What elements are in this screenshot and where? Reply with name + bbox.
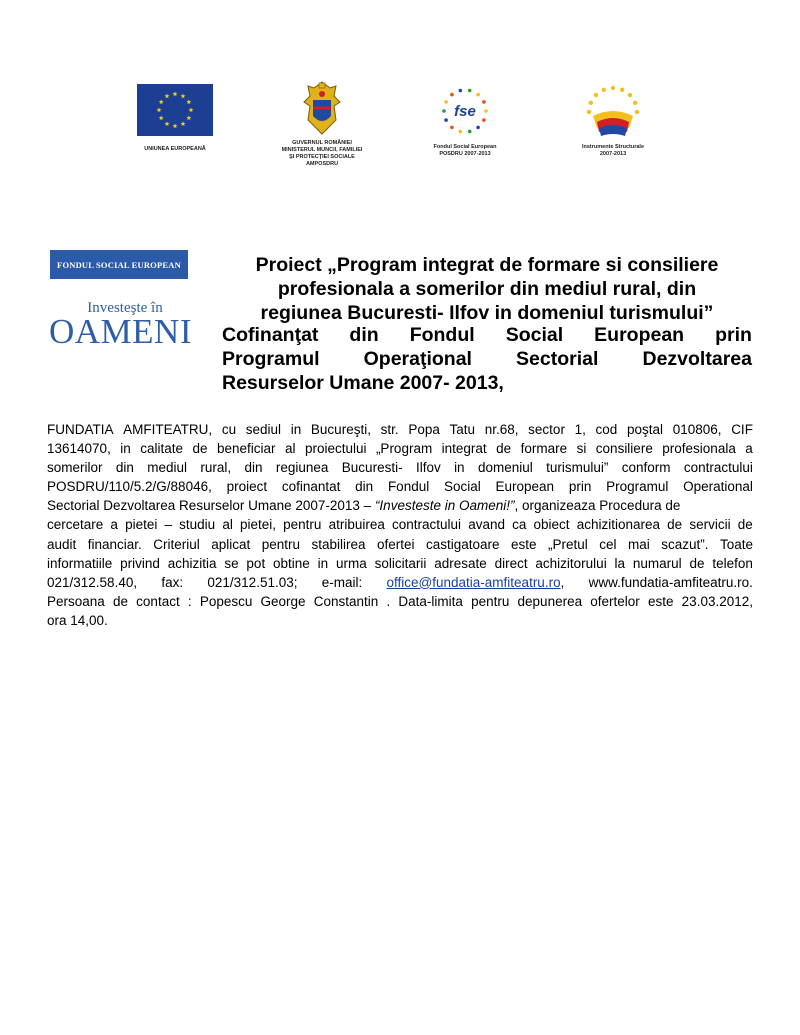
paragraph-line (47, 477, 753, 496)
paragraph-word: servicii (689, 517, 731, 533)
paragraph-word: pietei, (239, 517, 277, 533)
paragraph-word: studiu (179, 517, 216, 533)
paragraph-word: FUNDATIA (47, 422, 114, 437)
paragraph-word: contractului (392, 517, 462, 533)
fse-dot-icon (450, 93, 454, 97)
invest-tagline: Investeşte în (87, 300, 163, 316)
is-star-icon (589, 101, 593, 105)
paragraph-word: obtine (273, 555, 310, 571)
paragraph-word: Popescu (199, 593, 253, 609)
paragraph-line (47, 515, 753, 534)
fse-logo (410, 84, 520, 158)
paragraph-word: cofinantat (281, 479, 341, 495)
project-title (222, 253, 752, 325)
paragraph-word: Persoana (47, 593, 105, 609)
paragraph-word: achizitionarea (576, 517, 661, 533)
fse-mark-text: fse (454, 103, 476, 120)
eu-flag-icon (137, 84, 213, 136)
paragraph-word: stabilirea (311, 536, 366, 552)
paragraph-word: de (496, 441, 512, 457)
structural-instruments-icon (581, 82, 645, 140)
title-word: Fondul (409, 324, 475, 346)
paragraph-word: POSDRU/110/5.2/G/88046, (47, 479, 212, 495)
paragraph-word: de (737, 517, 753, 533)
is-star-icon (602, 88, 606, 92)
paragraph-word: al (284, 441, 296, 457)
paragraph-word: . (386, 593, 391, 609)
eu-caption: UNIUNEA EUROPEANĂ (144, 146, 206, 152)
paragraph-word: financiar. (87, 536, 142, 552)
coat-of-arms-icon (300, 80, 344, 136)
paragraph-word: de (112, 593, 128, 609)
title-word: Programul (222, 348, 320, 370)
paragraph-word: pietei (125, 517, 158, 533)
announcement-paragraph (47, 420, 753, 630)
paragraph-word: pentru (283, 517, 322, 533)
paragraph-word: integrat (441, 441, 487, 457)
paragraph-word: cod (595, 422, 618, 437)
paragraph-word: Data-limita (398, 593, 463, 609)
paragraph-word: din (115, 460, 134, 476)
paragraph-word: proiectului (304, 441, 367, 457)
paragraph-word: pot (246, 555, 266, 571)
paragraph-word: Programul (606, 479, 669, 495)
paragraph-word: 010806, (672, 422, 722, 437)
phone-number: 021/312.58.40, (47, 574, 138, 590)
paragraph-word: urma (336, 555, 367, 571)
paragraph-word: scazut”. (661, 536, 709, 552)
title-word: Operaţional (363, 348, 472, 370)
fse-dot-icon (468, 130, 472, 134)
paragraph-word: se (224, 555, 239, 571)
paragraph-word: adresate (434, 555, 487, 571)
fse-dot-icon (444, 118, 448, 122)
paragraph-word: poştal (627, 422, 664, 437)
paragraph-word: Bucureşti, (310, 422, 371, 437)
government-caption: GUVERNUL ROMÂNIEI MINISTERUL MUNCII, FAMILIEI ŞI PROTECŢIEI SOCIALE AMPOSDRU (281, 140, 363, 167)
is-star-icon (611, 86, 615, 90)
is-star-icon (633, 101, 637, 105)
eu-logo (120, 84, 230, 153)
title-justified-line (222, 347, 752, 371)
paragraph-word: este (511, 536, 537, 552)
title-word: Dezvoltarea (642, 348, 752, 370)
paragraph-line (47, 420, 753, 439)
paragraph-word: CIF (731, 422, 753, 437)
paragraph-word: informatiile (47, 555, 113, 571)
paragraph-word: sediul (245, 422, 282, 437)
title-word: Cofinanţat (222, 324, 319, 346)
is-star-icon (620, 88, 624, 92)
email-link[interactable]: office@fundatia-amfiteatru.ro (386, 574, 561, 590)
paragraph-line (47, 496, 753, 515)
is-star-icon (587, 110, 591, 114)
paragraph-text: ora 14,00. (47, 612, 108, 628)
title-word: Resurselor Umane 2007- 2013, (222, 372, 504, 394)
paragraph-word: „Pretul (548, 536, 588, 552)
paragraph-word: proiect (226, 479, 268, 495)
fse-dot-icon (476, 126, 480, 130)
paragraph-word: de (667, 517, 683, 533)
paragraph-word: mediul (147, 460, 188, 476)
fse-dot-icon (482, 100, 486, 104)
paragraph-word: beneficiar (216, 441, 276, 457)
logo-strip (0, 0, 800, 190)
paragraph-word: Tatu (449, 422, 476, 437)
fse-dot-icon (468, 89, 472, 93)
fax-label: fax: (161, 574, 184, 590)
paragraph-word: „Program (375, 441, 433, 457)
structural-instruments-logo (558, 82, 668, 158)
paragraph-line (47, 592, 753, 611)
paragraph-word: calitate (140, 441, 184, 457)
paragraph-word: din (244, 460, 263, 476)
paragraph-word: aplicat (211, 536, 251, 552)
paragraph-word: cercetare (47, 517, 104, 533)
paragraph-word: cel (599, 536, 617, 552)
paragraph-word: nr.68, (484, 422, 519, 437)
paragraph-word: Criteriul (153, 536, 200, 552)
paragraph-word: obiect (533, 517, 570, 533)
paragraph-word: profesionala (662, 441, 736, 457)
fse-dot-icon (459, 130, 463, 134)
paragraph-word: : (187, 593, 192, 609)
paragraph-word: Popa (408, 422, 440, 437)
paragraph-word: European (495, 479, 555, 495)
title-word: prin (715, 324, 752, 346)
fse-dot-icon (476, 93, 480, 97)
paragraph-word: achizitia (167, 555, 217, 571)
paragraph-word: Ilfov (415, 460, 441, 476)
paragraph-word: solicitarii (374, 555, 427, 571)
paragraph-word: in (454, 460, 465, 476)
paragraph-word: de (192, 441, 208, 457)
paragraph-word: telefon (712, 555, 753, 571)
paragraph-word: str. (380, 422, 399, 437)
paragraph-word: Social (443, 479, 481, 495)
title-justified-line (222, 323, 752, 347)
paragraph-word: domeniul (477, 460, 533, 476)
paragraph-word: audit (47, 536, 77, 552)
paragraph-word: ofertei (377, 536, 415, 552)
comma: , (560, 574, 565, 590)
paragraph-word: privind (120, 555, 160, 571)
fse-dot-icon (482, 118, 486, 122)
fse-dot-icon (442, 109, 446, 113)
paragraph-text: , organizeaza Procedura de (514, 498, 681, 514)
cofinancing-statement (222, 323, 752, 395)
paragraph-word: Operational (683, 479, 753, 495)
paragraph-word: este (647, 593, 674, 609)
title-justified-line (222, 371, 752, 395)
paragraph-word: depunerea (517, 593, 583, 609)
title-word: Sectorial (516, 348, 599, 370)
title-word: Social (505, 324, 564, 346)
paragraph-word: sector (528, 422, 565, 437)
fse-dot-icon (484, 109, 488, 113)
slogan-text: “Investeste in Oameni!” (374, 498, 515, 514)
paragraph-word: 13614070, (47, 441, 111, 457)
paragraph-word: al (222, 517, 233, 533)
fse-caption: Fondul Social European POSDRU 2007-2013 (433, 144, 497, 157)
paragraph-word: turismului” (546, 460, 609, 476)
paragraph-word: in (290, 422, 302, 437)
paragraph-word: pentru (261, 536, 301, 552)
title-line: regiunea Bucuresti- Ilfov in domeniul turismului” (260, 302, 714, 324)
paragraph-word: conform (621, 460, 671, 476)
paragraph-word: Constantin (313, 593, 379, 609)
paragraph-line (47, 611, 753, 630)
paragraph-word: achizitorului (535, 555, 607, 571)
paragraph-line (47, 535, 753, 554)
paragraph-word: la (614, 555, 626, 571)
paragraph-word: contact (136, 593, 180, 609)
paragraph-word: regiunea (275, 460, 329, 476)
email-label: e-mail: (321, 574, 363, 590)
title-line: Proiect „Program integrat de formare si consiliere (255, 254, 719, 276)
paragraph-word: mai (627, 536, 650, 552)
paragraph-word: – (164, 517, 173, 533)
paragraph-word: a (110, 517, 118, 533)
paragraph-word: in (317, 555, 329, 571)
paragraph-word: avand (468, 517, 505, 533)
paragraph-word: AMFITEATRU, (123, 422, 213, 437)
paragraph-word: din (355, 479, 374, 495)
paragraph-word: numarul (632, 555, 682, 571)
paragraph-word: cu (221, 422, 237, 437)
title-word: European (594, 324, 685, 346)
paragraph-word: a (745, 441, 753, 457)
paragraph-word: direct (494, 555, 528, 571)
is-star-icon (628, 93, 632, 97)
paragraph-word: George (260, 593, 306, 609)
paragraph-word: Toate (719, 536, 753, 552)
paragraph-line (47, 439, 753, 458)
structural-instruments-caption: Instrumente Structurale 2007-2013 (581, 144, 645, 157)
paragraph-word: contractului (683, 460, 753, 476)
paragraph-word: ca (512, 517, 527, 533)
fse-dot-icon (450, 126, 454, 130)
paragraph-word: de (689, 555, 705, 571)
paragraph-text: Sectorial Dezvoltarea Resurselor Umane 2007-2013 – (47, 498, 372, 514)
paragraph-line (47, 554, 753, 573)
fse-dot-icon (444, 100, 448, 104)
paragraph-word: 1, (574, 422, 586, 437)
paragraph-word: somerilor (47, 460, 103, 476)
paragraph-word: castigatoare (426, 536, 500, 552)
paragraph-word: pentru (471, 593, 510, 609)
title-line: profesionala a somerilor din mediul rural, din (277, 278, 697, 300)
paragraph-line (47, 458, 753, 477)
fse-dot-icon (459, 89, 463, 93)
paragraph-word: Fondul (387, 479, 430, 495)
paragraph-word: Bucuresti- (341, 460, 403, 476)
paragraph-word: atribuirea (328, 517, 385, 533)
title-word: din (349, 324, 379, 346)
is-star-icon (635, 110, 639, 114)
fse-banner: FONDUL SOCIAL EUROPEAN (50, 250, 188, 279)
paragraph-word: in (120, 441, 131, 457)
paragraph-word: rural, (200, 460, 232, 476)
paragraph-word: prin (568, 479, 592, 495)
paragraph-word: formare (520, 441, 568, 457)
oameni-wordmark: OAMENI (49, 312, 192, 351)
paragraph-word: ofertelor (590, 593, 640, 609)
fax-number: 021/312.51.03; (207, 574, 298, 590)
paragraph-word: consiliere (595, 441, 653, 457)
website-text: www.fundatia-amfiteatru.ro. (588, 574, 753, 590)
government-logo (258, 80, 386, 168)
paragraph-word: si (576, 441, 587, 457)
paragraph-line (47, 573, 753, 592)
is-star-icon (594, 93, 598, 97)
fse-mark-icon (435, 84, 495, 136)
paragraph-word: 23.03.2012, (681, 593, 753, 609)
